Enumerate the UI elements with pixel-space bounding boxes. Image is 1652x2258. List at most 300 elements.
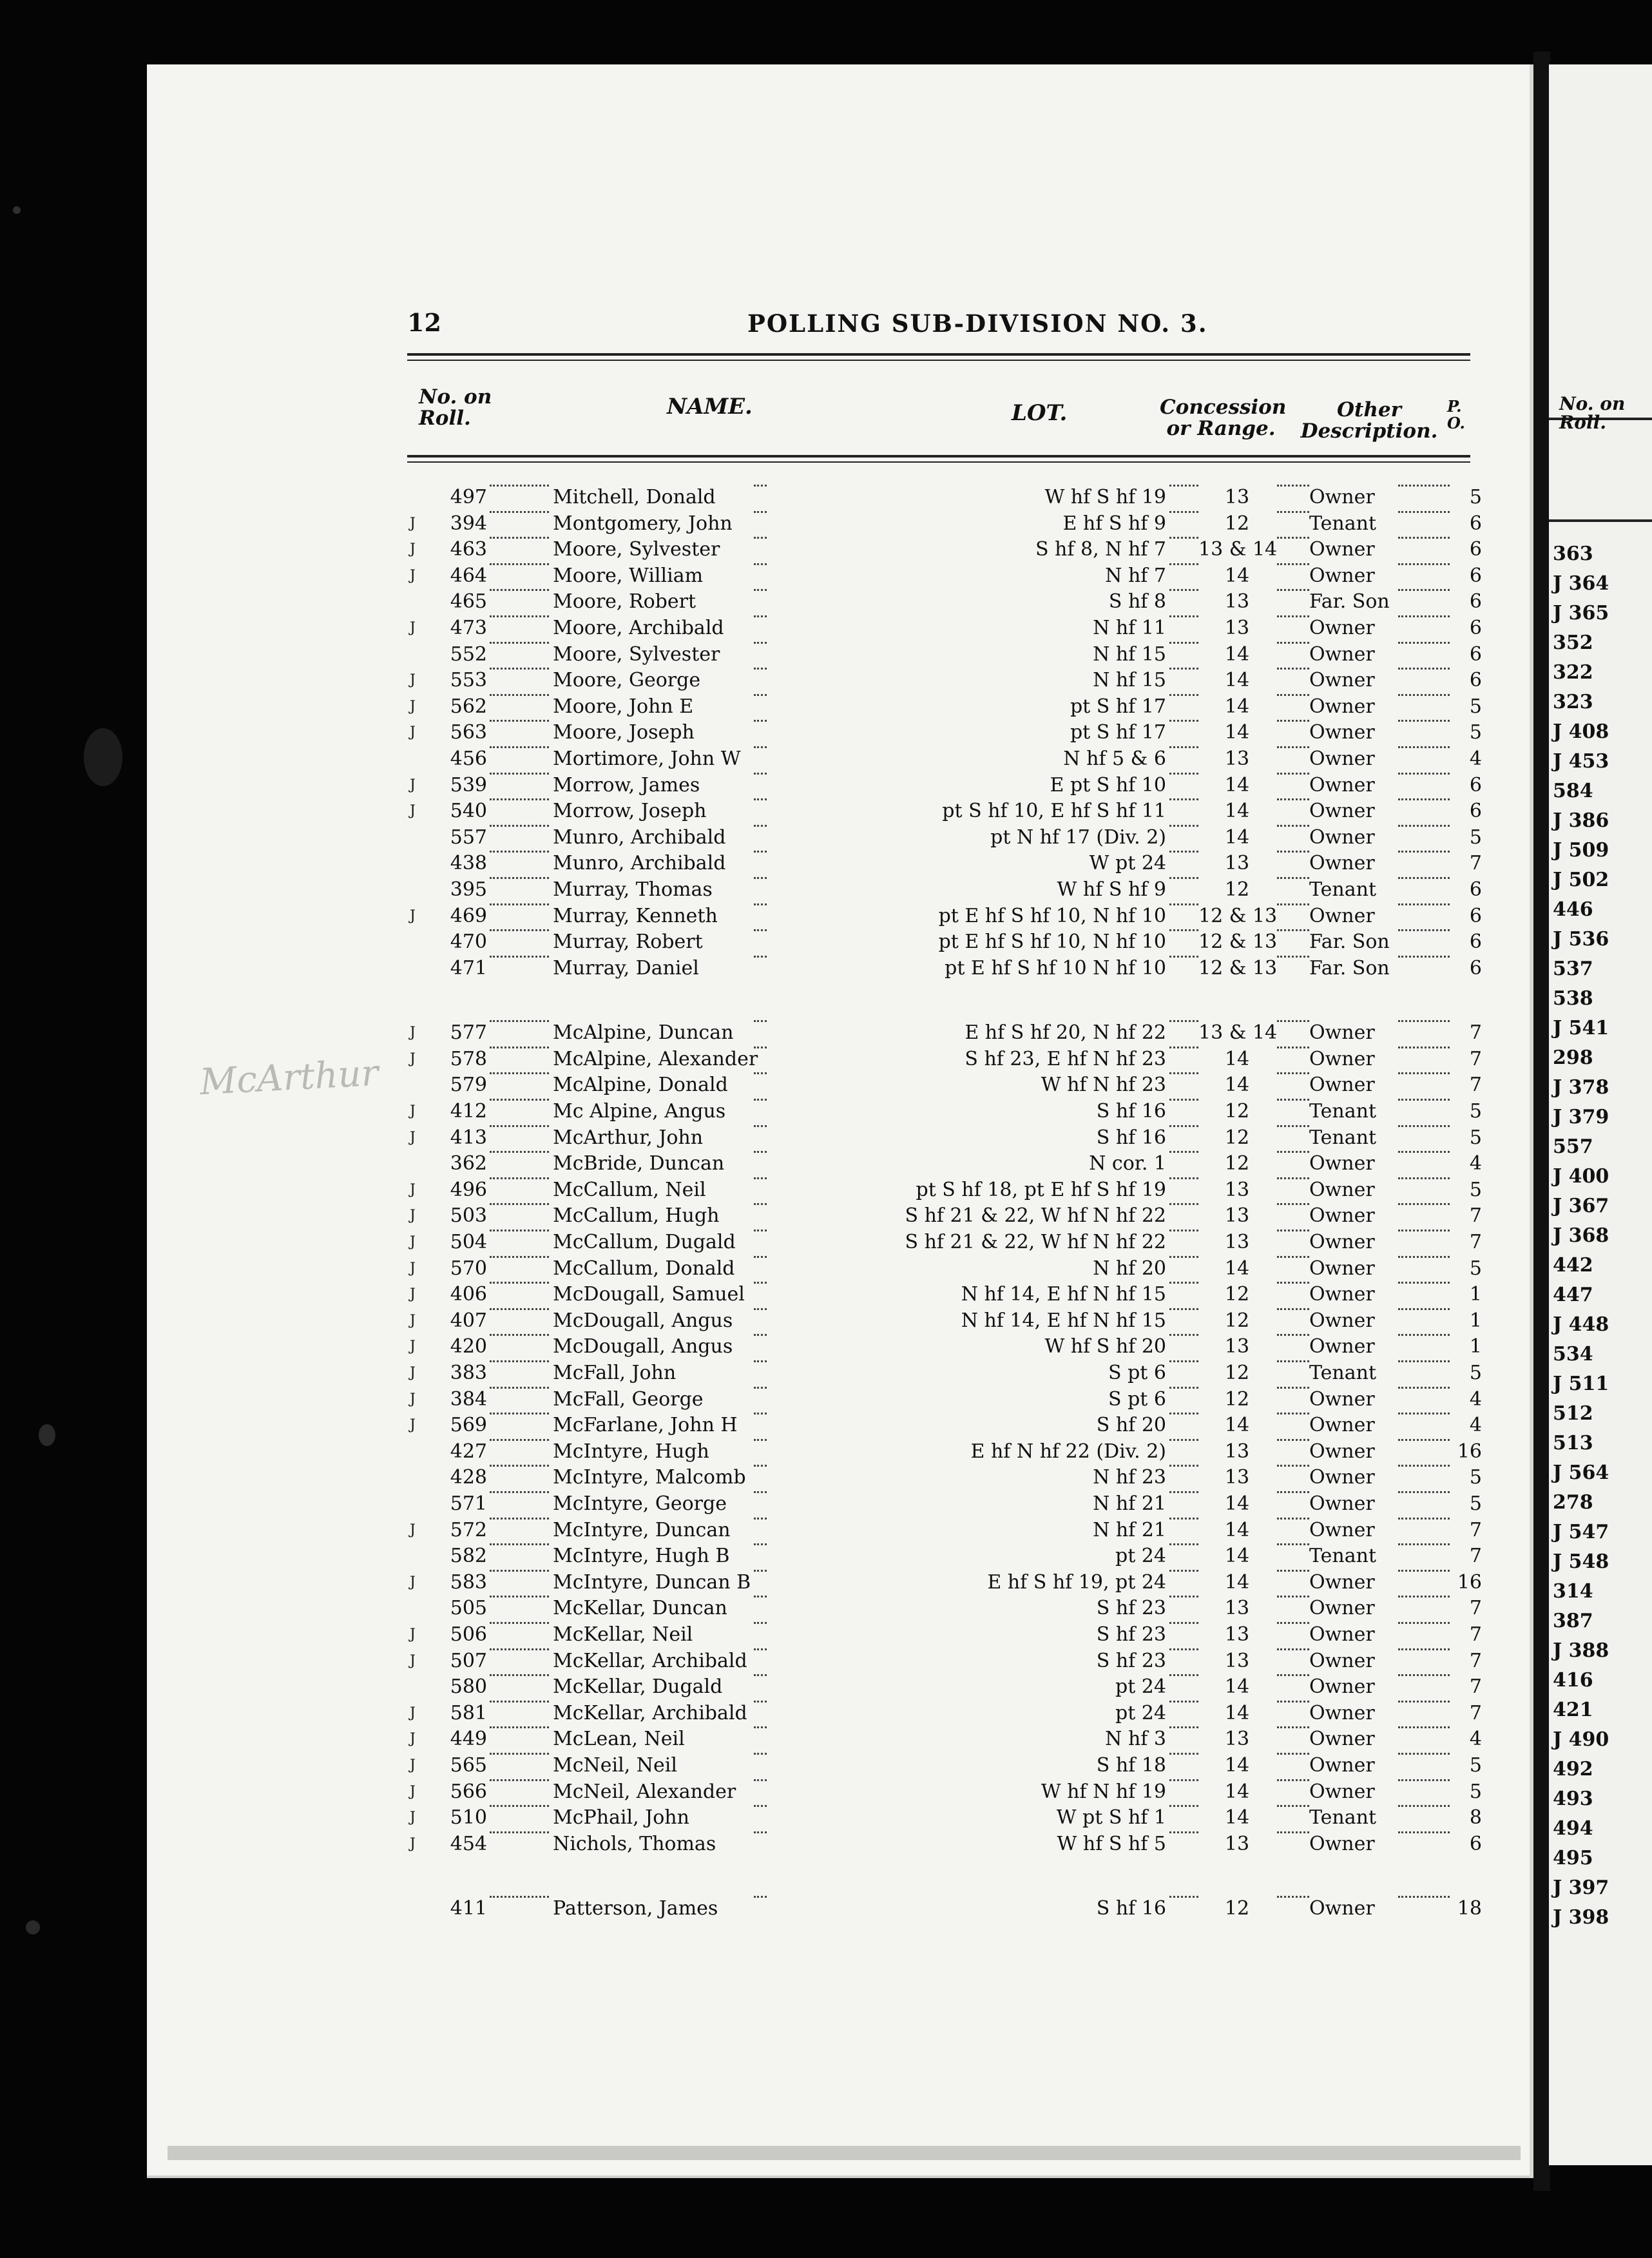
dot-leader bbox=[1277, 1726, 1309, 1728]
voter-name: Moore, Sylvester bbox=[553, 538, 720, 561]
dot-leader bbox=[754, 851, 767, 853]
dot-leader bbox=[754, 642, 767, 644]
dot-leader bbox=[1398, 1360, 1450, 1362]
juror-mark: J bbox=[410, 1234, 416, 1251]
voter-name: Moore, William bbox=[553, 564, 704, 587]
lot-description: N hf 21 bbox=[1093, 1518, 1166, 1541]
dot-leader bbox=[490, 903, 549, 905]
dot-leader bbox=[1169, 1831, 1198, 1833]
voter-name: Mitchell, Donald bbox=[553, 486, 716, 508]
dot-leader bbox=[1277, 511, 1309, 513]
dot-leader bbox=[490, 720, 549, 722]
other-description: Owner bbox=[1309, 1335, 1375, 1358]
dot-leader bbox=[490, 642, 549, 644]
dot-leader bbox=[1277, 1805, 1309, 1807]
roll-number: 411 bbox=[450, 1897, 487, 1920]
dot-leader bbox=[1398, 1805, 1450, 1807]
lot-description: S hf 20 bbox=[1096, 1414, 1166, 1437]
table-row bbox=[406, 642, 1482, 668]
other-description: Owner bbox=[1309, 1780, 1375, 1803]
voter-name: Moore, Sylvester bbox=[553, 642, 720, 666]
dot-leader bbox=[1398, 1282, 1450, 1284]
facing-roll-number: 352 bbox=[1553, 632, 1593, 654]
other-description: Tenant bbox=[1309, 1545, 1377, 1568]
dot-leader bbox=[490, 877, 549, 879]
dot-leader bbox=[1398, 798, 1450, 800]
concession: 14 bbox=[1224, 1570, 1250, 1594]
table-row bbox=[406, 903, 1482, 930]
facing-roll-number: 537 bbox=[1553, 958, 1593, 980]
dot-leader bbox=[754, 1648, 767, 1650]
other-description: Owner bbox=[1309, 669, 1375, 692]
concession: 14 bbox=[1224, 1753, 1250, 1777]
header-rule-top-thin bbox=[407, 360, 1470, 361]
dot-leader bbox=[1277, 746, 1309, 748]
column-header-other: Other Description. bbox=[1300, 398, 1438, 443]
dot-leader bbox=[1277, 1674, 1309, 1676]
voter-name: Montgomery, John bbox=[553, 512, 733, 535]
concession: 12 bbox=[1224, 1897, 1250, 1920]
dot-leader bbox=[490, 1099, 549, 1101]
dot-leader bbox=[490, 1360, 549, 1362]
table-row bbox=[406, 1125, 1482, 1152]
concession: 14 bbox=[1224, 825, 1250, 849]
voter-name: McFall, John bbox=[553, 1362, 677, 1384]
concession: 12 bbox=[1224, 1126, 1250, 1149]
table-row bbox=[406, 1099, 1482, 1125]
dot-leader bbox=[1169, 537, 1198, 539]
dot-leader bbox=[1277, 1701, 1309, 1703]
post-office-number: 5 bbox=[1469, 1100, 1482, 1123]
facing-roll-number: J 379 bbox=[1553, 1106, 1609, 1128]
dot-leader bbox=[1398, 1203, 1450, 1205]
dot-leader bbox=[1398, 537, 1450, 539]
dot-leader bbox=[1398, 1491, 1450, 1493]
dot-leader bbox=[1398, 1072, 1450, 1074]
dot-leader bbox=[754, 929, 767, 931]
facing-roll-number: J 397 bbox=[1553, 1877, 1609, 1899]
table-row bbox=[406, 746, 1482, 773]
dot-leader bbox=[1277, 1072, 1309, 1074]
post-office-number: 4 bbox=[1469, 1414, 1482, 1437]
dot-leader bbox=[1398, 694, 1450, 696]
roll-number: 570 bbox=[450, 1257, 487, 1280]
voter-name: McCallum, Hugh bbox=[553, 1204, 720, 1228]
dot-leader bbox=[1169, 1570, 1198, 1572]
lot-description: S hf 8 bbox=[1108, 590, 1166, 613]
facing-roll-number: J 364 bbox=[1553, 572, 1609, 595]
dot-leader bbox=[490, 929, 549, 931]
dot-leader bbox=[1277, 1596, 1309, 1597]
section-gap bbox=[406, 1857, 1475, 1896]
roll-number: 580 bbox=[450, 1675, 487, 1699]
dot-leader bbox=[1398, 1726, 1450, 1728]
dot-leader bbox=[1398, 642, 1450, 644]
dot-leader bbox=[1277, 1203, 1309, 1205]
page-edge bbox=[168, 2146, 1521, 2160]
voter-name: McPhail, John bbox=[553, 1806, 689, 1829]
dot-leader bbox=[490, 851, 549, 853]
table-row bbox=[406, 1622, 1482, 1648]
dot-leader bbox=[1398, 1596, 1450, 1597]
dot-leader bbox=[1277, 1360, 1309, 1362]
roll-number: 569 bbox=[450, 1414, 487, 1437]
other-description: Owner bbox=[1309, 1414, 1375, 1437]
roll-number: 510 bbox=[450, 1806, 487, 1829]
facing-roll-number: J 502 bbox=[1553, 869, 1609, 891]
dot-leader bbox=[490, 1308, 549, 1310]
table-row bbox=[406, 1779, 1482, 1806]
dot-leader bbox=[1277, 1753, 1309, 1755]
other-description: Owner bbox=[1309, 1152, 1375, 1175]
lot-description: S hf 8, N hf 7 bbox=[1035, 538, 1166, 561]
dot-leader bbox=[754, 1020, 767, 1022]
dot-leader bbox=[754, 877, 767, 879]
dot-leader bbox=[490, 615, 549, 617]
lot-description: S hf 23 bbox=[1096, 1649, 1166, 1672]
dot-leader bbox=[1277, 1308, 1309, 1310]
dot-leader bbox=[490, 1047, 549, 1048]
voter-name: McDougall, Angus bbox=[553, 1309, 733, 1332]
table-row bbox=[406, 956, 1482, 982]
page-number: 12 bbox=[407, 308, 441, 337]
table-row bbox=[406, 1308, 1482, 1335]
dot-leader bbox=[754, 1308, 767, 1310]
dot-leader bbox=[1277, 1177, 1309, 1179]
dot-leader bbox=[490, 1439, 549, 1441]
facing-roll-number: 447 bbox=[1553, 1284, 1593, 1306]
concession: 13 bbox=[1224, 1597, 1250, 1620]
dot-leader bbox=[1169, 1543, 1198, 1545]
dot-leader bbox=[1169, 1805, 1198, 1807]
lot-description: pt E hf S hf 10 N hf 10 bbox=[945, 956, 1166, 979]
dot-leader bbox=[1398, 903, 1450, 905]
voter-name: Mortimore, John W bbox=[553, 747, 741, 770]
concession: 14 bbox=[1224, 1545, 1250, 1568]
roll-number: 406 bbox=[450, 1283, 487, 1306]
dot-leader bbox=[490, 825, 549, 827]
table-row bbox=[406, 1518, 1482, 1544]
dot-leader bbox=[754, 1701, 767, 1703]
facing-roll-number: 557 bbox=[1553, 1135, 1593, 1158]
voter-name: McDougall, Samuel bbox=[553, 1283, 745, 1306]
concession: 14 bbox=[1224, 642, 1250, 666]
other-description: Owner bbox=[1309, 1440, 1375, 1463]
concession: 13 bbox=[1224, 1178, 1250, 1201]
lot-description: N hf 5 & 6 bbox=[1063, 747, 1166, 770]
facing-roll-number: J 400 bbox=[1553, 1165, 1609, 1188]
concession: 14 bbox=[1224, 1074, 1250, 1097]
roll-number: 427 bbox=[450, 1440, 487, 1463]
voter-name: McFall, George bbox=[553, 1387, 704, 1411]
concession: 12 bbox=[1224, 1362, 1250, 1384]
voter-name: Moore, Robert bbox=[553, 590, 696, 613]
post-office-number: 7 bbox=[1469, 1649, 1482, 1672]
lot-description: pt N hf 17 (Div. 2) bbox=[990, 825, 1166, 849]
juror-mark: J bbox=[410, 1103, 416, 1120]
voter-name: McIntyre, Duncan bbox=[553, 1518, 731, 1541]
concession: 13 bbox=[1224, 1728, 1250, 1751]
dot-leader bbox=[1169, 773, 1198, 775]
other-description: Tenant bbox=[1309, 512, 1377, 535]
lot-description: W pt 24 bbox=[1089, 852, 1166, 875]
lot-description: W hf S hf 5 bbox=[1057, 1832, 1166, 1855]
other-description: Owner bbox=[1309, 1832, 1375, 1855]
voter-name: Moore, Archibald bbox=[553, 616, 724, 639]
dot-leader bbox=[754, 1125, 767, 1127]
scan-speck bbox=[39, 1424, 55, 1446]
column-header-name: NAME. bbox=[667, 394, 753, 420]
roll-number: 553 bbox=[450, 669, 487, 692]
header-rule-bottom-thin bbox=[407, 461, 1470, 463]
dot-leader bbox=[1277, 1439, 1309, 1441]
dot-leader bbox=[754, 1543, 767, 1545]
other-description: Owner bbox=[1309, 538, 1375, 561]
dot-leader bbox=[1398, 956, 1450, 958]
table-row bbox=[406, 1596, 1482, 1622]
voter-name: Murray, Daniel bbox=[553, 956, 699, 979]
concession: 13 bbox=[1224, 1832, 1250, 1855]
post-office-number: 6 bbox=[1469, 590, 1482, 613]
roll-number: 583 bbox=[450, 1570, 487, 1594]
other-description: Owner bbox=[1309, 616, 1375, 639]
table-row bbox=[406, 1570, 1482, 1596]
dot-leader bbox=[1398, 746, 1450, 748]
dot-leader bbox=[754, 1570, 767, 1572]
other-description: Owner bbox=[1309, 642, 1375, 666]
voter-name: McCallum, Dugald bbox=[553, 1231, 736, 1254]
voter-name: McKellar, Duncan bbox=[553, 1597, 727, 1620]
dot-leader bbox=[1277, 1047, 1309, 1048]
facing-roll-number: 416 bbox=[1553, 1669, 1593, 1692]
post-office-number: 7 bbox=[1469, 1074, 1482, 1097]
table-row bbox=[406, 668, 1482, 694]
concession: 14 bbox=[1224, 800, 1250, 823]
dot-leader bbox=[1169, 1020, 1198, 1022]
dot-leader bbox=[1169, 929, 1198, 931]
lot-description: N hf 23 bbox=[1093, 1466, 1166, 1489]
facing-page bbox=[1549, 64, 1652, 2165]
dot-leader bbox=[1169, 1622, 1198, 1624]
roll-number: 504 bbox=[450, 1231, 487, 1254]
dot-leader bbox=[1169, 798, 1198, 800]
roll-number: 505 bbox=[450, 1597, 487, 1620]
facing-roll-number: 442 bbox=[1553, 1254, 1593, 1277]
facing-roll-number: J 386 bbox=[1553, 809, 1609, 832]
roll-number: 449 bbox=[450, 1728, 487, 1751]
post-office-number: 5 bbox=[1469, 825, 1482, 849]
concession: 13 bbox=[1224, 1335, 1250, 1358]
voter-name: McIntyre, George bbox=[553, 1492, 727, 1515]
roll-number: 420 bbox=[450, 1335, 487, 1358]
lot-description: pt E hf S hf 10, N hf 10 bbox=[938, 904, 1166, 927]
voter-name: Morrow, James bbox=[553, 773, 700, 796]
lot-description: N hf 20 bbox=[1093, 1257, 1166, 1280]
dot-leader bbox=[1398, 851, 1450, 853]
dot-leader bbox=[754, 825, 767, 827]
other-description: Owner bbox=[1309, 486, 1375, 508]
dot-leader bbox=[1398, 1674, 1450, 1676]
table-row bbox=[406, 773, 1482, 799]
dot-leader bbox=[1169, 1360, 1198, 1362]
lot-description: E hf N hf 22 (Div. 2) bbox=[970, 1440, 1166, 1463]
roll-number: 413 bbox=[450, 1126, 487, 1149]
roll-number: 469 bbox=[450, 904, 487, 927]
dot-leader bbox=[1169, 1596, 1198, 1597]
lot-description: E hf S hf 9 bbox=[1062, 512, 1166, 535]
facing-roll-number: J 367 bbox=[1553, 1195, 1609, 1217]
facing-roll-number: 584 bbox=[1553, 780, 1593, 802]
table-row bbox=[406, 1701, 1482, 1727]
other-description: Owner bbox=[1309, 1466, 1375, 1489]
juror-mark: J bbox=[410, 777, 416, 793]
dot-leader bbox=[1398, 1896, 1450, 1898]
juror-mark: J bbox=[410, 515, 416, 532]
juror-mark: J bbox=[410, 1704, 416, 1721]
lot-description: S hf 16 bbox=[1096, 1126, 1166, 1149]
dot-leader bbox=[754, 1151, 767, 1153]
dot-leader bbox=[490, 1805, 549, 1807]
voter-name: McIntyre, Duncan B bbox=[553, 1570, 751, 1594]
dot-leader bbox=[490, 798, 549, 800]
concession: 13 bbox=[1224, 1623, 1250, 1646]
concession: 13 & 14 bbox=[1198, 1021, 1278, 1045]
lot-description: pt S hf 10, E hf S hf 11 bbox=[942, 800, 1166, 823]
other-description: Owner bbox=[1309, 1257, 1375, 1280]
dot-leader bbox=[490, 1543, 549, 1545]
dot-leader bbox=[754, 668, 767, 670]
dot-leader bbox=[1277, 1779, 1309, 1781]
other-description: Far. Son bbox=[1309, 931, 1390, 954]
roll-number: 383 bbox=[450, 1362, 487, 1384]
concession: 14 bbox=[1224, 1492, 1250, 1515]
facing-roll-number: 492 bbox=[1553, 1758, 1593, 1780]
voter-name: McAlpine, Donald bbox=[553, 1074, 728, 1097]
post-office-number: 5 bbox=[1469, 1126, 1482, 1149]
dot-leader bbox=[754, 1282, 767, 1284]
facing-roll-number: 323 bbox=[1553, 691, 1593, 713]
dot-leader bbox=[490, 668, 549, 670]
roll-number: 539 bbox=[450, 773, 487, 796]
facing-roll-number: 387 bbox=[1553, 1610, 1593, 1632]
table-row bbox=[406, 589, 1482, 615]
roll-number: 562 bbox=[450, 695, 487, 718]
voter-list bbox=[406, 485, 1482, 1922]
juror-mark: J bbox=[410, 1286, 416, 1303]
other-description: Owner bbox=[1309, 747, 1375, 770]
dot-leader bbox=[1169, 1072, 1198, 1074]
other-description: Owner bbox=[1309, 1492, 1375, 1515]
dot-leader bbox=[1277, 825, 1309, 827]
table-row bbox=[406, 1282, 1482, 1308]
dot-leader bbox=[1169, 1674, 1198, 1676]
post-office-number: 8 bbox=[1469, 1806, 1482, 1829]
dot-leader bbox=[490, 1413, 549, 1414]
dot-leader bbox=[1398, 1099, 1450, 1101]
dot-leader bbox=[754, 1203, 767, 1205]
dot-leader bbox=[1277, 615, 1309, 617]
facing-column-header: No. on Roll. bbox=[1559, 393, 1626, 434]
voter-name: McFarlane, John H bbox=[553, 1414, 738, 1437]
voter-name: McIntyre, Malcomb bbox=[553, 1466, 746, 1489]
dot-leader bbox=[1169, 903, 1198, 905]
concession: 13 bbox=[1224, 590, 1250, 613]
dot-leader bbox=[1398, 825, 1450, 827]
dot-leader bbox=[1398, 773, 1450, 775]
roll-number: 471 bbox=[450, 956, 487, 979]
dot-leader bbox=[490, 1648, 549, 1650]
lot-description: S hf 16 bbox=[1096, 1897, 1166, 1920]
lot-description: N hf 3 bbox=[1105, 1728, 1166, 1751]
dot-leader bbox=[1169, 1726, 1198, 1728]
concession: 12 & 13 bbox=[1198, 904, 1278, 927]
juror-mark: J bbox=[410, 1757, 416, 1773]
facing-rule-bottom bbox=[1549, 519, 1652, 522]
dot-leader bbox=[1169, 1387, 1198, 1389]
dot-leader bbox=[490, 1203, 549, 1205]
roll-number: 540 bbox=[450, 800, 487, 823]
concession: 13 bbox=[1224, 616, 1250, 639]
post-office-number: 5 bbox=[1469, 721, 1482, 744]
dot-leader bbox=[1277, 798, 1309, 800]
dot-leader bbox=[490, 1622, 549, 1624]
dot-leader bbox=[1277, 1230, 1309, 1231]
juror-mark: J bbox=[410, 1260, 416, 1277]
roll-number: 395 bbox=[450, 878, 487, 901]
facing-roll-number: J 536 bbox=[1553, 928, 1609, 950]
voter-name: McIntyre, Hugh bbox=[553, 1440, 709, 1463]
facing-roll-number: 363 bbox=[1553, 543, 1593, 565]
post-office-number: 6 bbox=[1469, 878, 1482, 901]
juror-mark: J bbox=[410, 698, 416, 715]
column-header-po: P.O. bbox=[1447, 397, 1465, 433]
other-description: Owner bbox=[1309, 1597, 1375, 1620]
margin-pencil-note: McArthur bbox=[198, 1052, 379, 1104]
table-row bbox=[406, 851, 1482, 877]
table-row bbox=[406, 1047, 1482, 1073]
table-row bbox=[406, 1177, 1482, 1204]
table-row bbox=[406, 563, 1482, 590]
table-row bbox=[406, 1387, 1482, 1413]
concession: 13 bbox=[1224, 486, 1250, 508]
post-office-number: 6 bbox=[1469, 512, 1482, 535]
dot-leader bbox=[1277, 877, 1309, 879]
dot-leader bbox=[1169, 485, 1198, 487]
dot-leader bbox=[1169, 1151, 1198, 1153]
dot-leader bbox=[490, 1596, 549, 1597]
dot-leader bbox=[754, 1387, 767, 1389]
facing-roll-number: 494 bbox=[1553, 1817, 1593, 1840]
roll-number: 557 bbox=[450, 825, 487, 849]
voter-name: Mc Alpine, Angus bbox=[553, 1100, 726, 1123]
roll-number: 578 bbox=[450, 1047, 487, 1070]
roll-number: 572 bbox=[450, 1518, 487, 1541]
table-row bbox=[406, 1439, 1482, 1465]
dot-leader bbox=[490, 694, 549, 696]
dot-leader bbox=[1398, 511, 1450, 513]
juror-mark: J bbox=[410, 1417, 416, 1434]
dot-leader bbox=[754, 1334, 767, 1336]
concession: 14 bbox=[1224, 1047, 1250, 1070]
table-row bbox=[406, 798, 1482, 825]
table-row bbox=[406, 1072, 1482, 1099]
concession: 12 & 13 bbox=[1198, 956, 1278, 979]
dot-leader bbox=[1277, 1099, 1309, 1101]
post-office-number: 7 bbox=[1469, 1231, 1482, 1254]
facing-roll-number: 298 bbox=[1553, 1047, 1593, 1069]
roll-number: 438 bbox=[450, 852, 487, 875]
voter-name: Patterson, James bbox=[553, 1897, 718, 1920]
